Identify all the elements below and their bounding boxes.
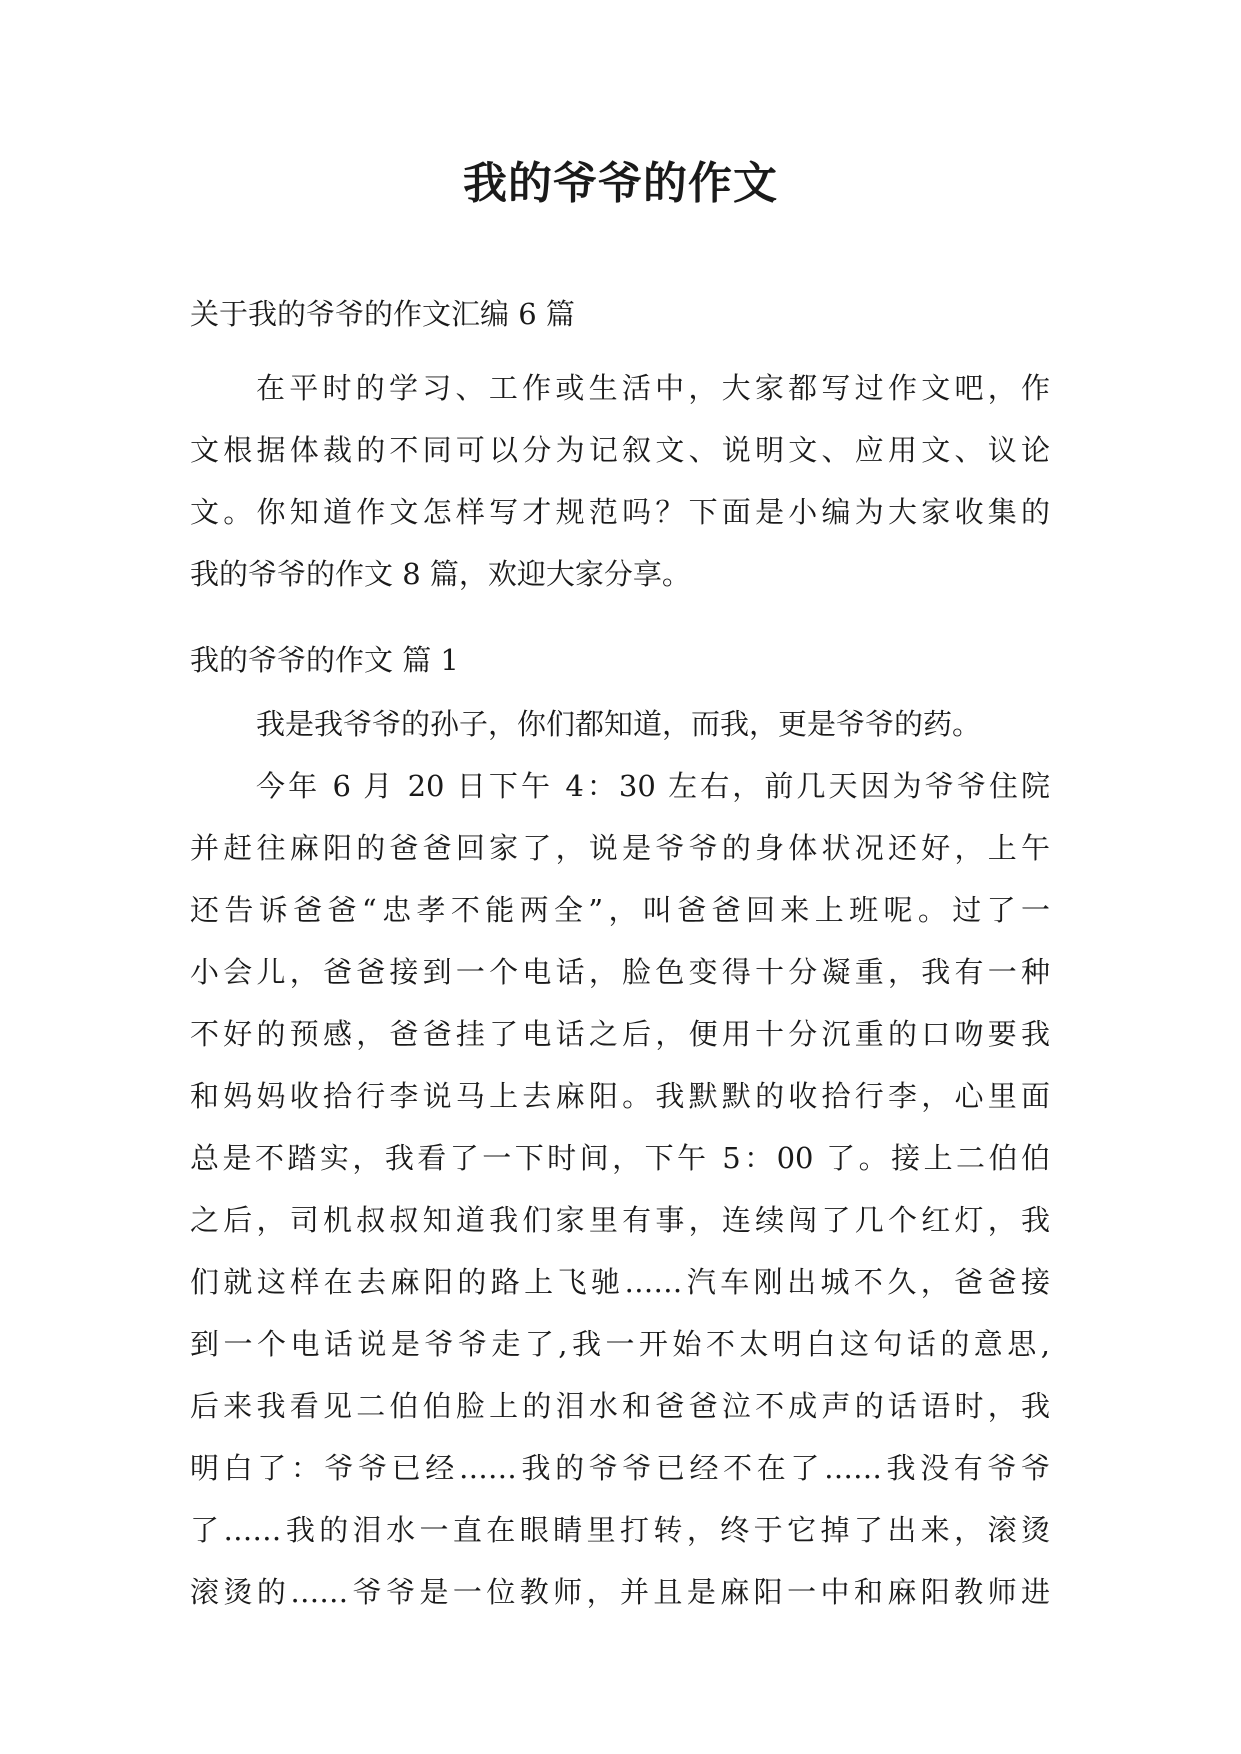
paragraph-line: 小会儿，爸爸接到一个电话，脸色变得十分凝重，我有一种 (190, 955, 1050, 989)
paragraph-line: 后来我看见二伯伯脸上的泪水和爸爸泣不成声的话语时，我 (190, 1389, 1050, 1423)
document-subtitle: 关于我的爷爷的作文汇编 6 篇 (190, 297, 575, 331)
paragraph-line: 们就这样在去麻阳的路上飞驰……汽车刚出城不久，爸爸接 (190, 1265, 1050, 1299)
intro-line: 我的爷爷的作文 8 篇，欢迎大家分享。 (190, 557, 691, 591)
paragraph-line: 还告诉爸爸“忠孝不能两全”，叫爸爸回来上班呢。过了一 (190, 893, 1050, 927)
paragraph-1 (190, 693, 1050, 755)
intro-line: 文根据体裁的不同可以分为记叙文、说明文、应用文、议论 (190, 433, 1050, 467)
paragraph-line: 之后，司机叔叔知道我们家里有事，连续闯了几个红灯，我 (190, 1203, 1050, 1237)
intro-paragraph (190, 357, 1050, 605)
paragraph-line: 今年 6 月 20 日下午 4：30 左右，前几天因为爷爷住院 (256, 769, 1050, 803)
document-title: 我的爷爷的作文 (463, 158, 778, 209)
paragraph-line: 了……我的泪水一直在眼睛里打转，终于它掉了出来，滚烫 (190, 1513, 1050, 1547)
paragraph-line: 并赶往麻阳的爸爸回家了，说是爷爷的身体状况还好，上午 (190, 831, 1050, 865)
section-heading: 我的爷爷的作文 篇 1 (190, 643, 459, 677)
paragraph-line: 滚烫的……爷爷是一位教师，并且是麻阳一中和麻阳教师进 (190, 1575, 1050, 1609)
intro-line: 在平时的学习、工作或生活中，大家都写过作文吧，作 (256, 371, 1050, 405)
paragraph-line: 和妈妈收拾行李说马上去麻阳。我默默的收拾行李，心里面 (190, 1079, 1050, 1113)
section-heading-block (190, 639, 1050, 681)
paragraph-line: 总是不踏实，我看了一下时间，下午 5：00 了。接上二伯伯 (190, 1141, 1050, 1175)
intro-line: 文。你知道作文怎样写才规范吗？下面是小编为大家收集的 (190, 495, 1050, 529)
paragraph-line: 我是我爷爷的孙子，你们都知道，而我，更是爷爷的药。 (256, 707, 982, 741)
paragraph-2 (190, 755, 1050, 1623)
paragraph-line: 不好的预感，爸爸挂了电话之后，便用十分沉重的口吻要我 (190, 1017, 1050, 1051)
paragraph-line: 明白了：爷爷已经……我的爷爷已经不在了……我没有爷爷 (190, 1451, 1050, 1485)
paragraph-line: 到一个电话说是爷爷走了,我一开始不太明白这句话的意思, (190, 1327, 1050, 1361)
